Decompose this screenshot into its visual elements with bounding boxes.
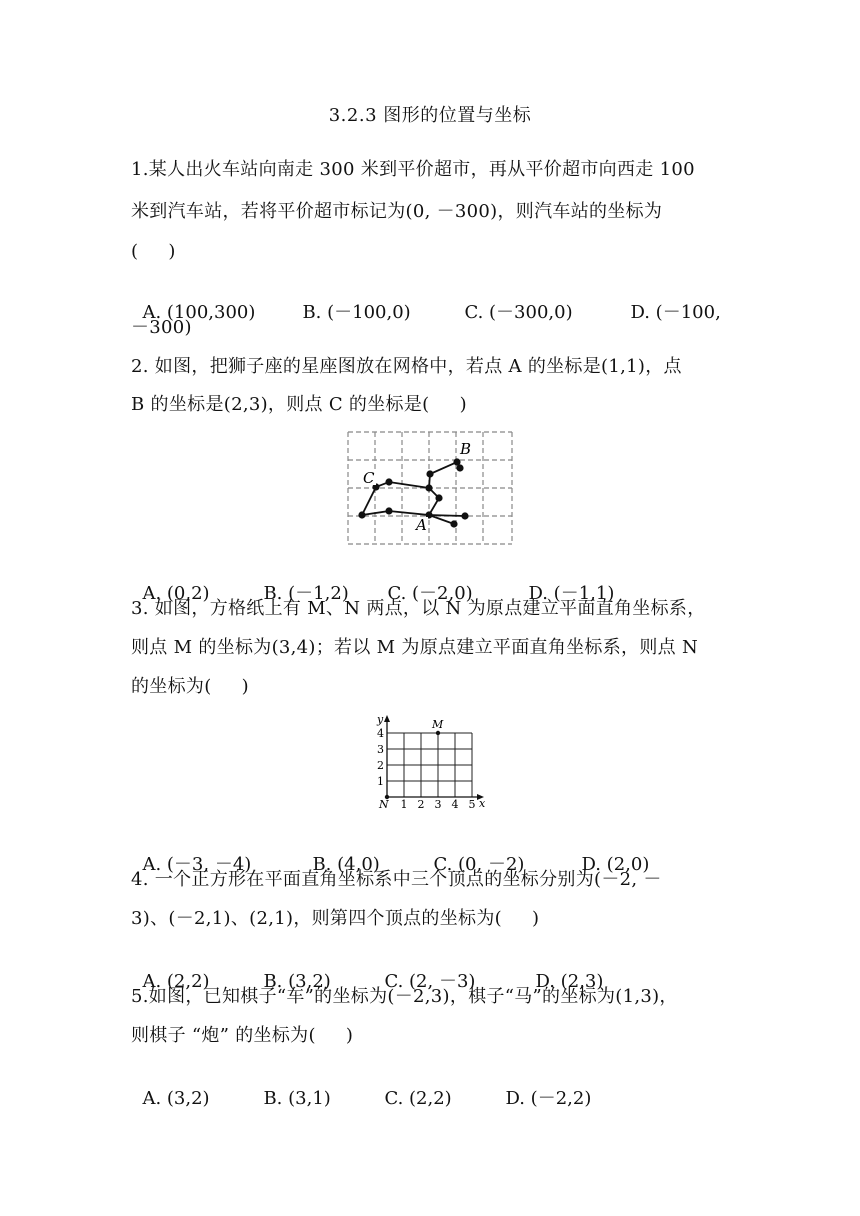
q3-line-3: 的坐标为( ) <box>131 676 249 697</box>
y-tick-4: 4 <box>377 727 384 740</box>
q2-option-c: C. (－2,0) <box>387 583 473 604</box>
q1-option-d: D. (－100, <box>630 302 721 323</box>
constellation-lines <box>362 462 465 524</box>
y-axis-label: y <box>377 713 384 726</box>
y-tick-3: 3 <box>377 743 384 756</box>
q5-option-b: B. (3,1) <box>263 1088 331 1109</box>
q1-line-1: 1.某人出火车站向南走 300 米到平价超市，再从平价超市向西走 100 <box>131 159 695 180</box>
label-c: C <box>363 469 375 487</box>
q1-option-d-continued: －300) <box>131 317 192 338</box>
q1-option-a: A. (100,300) <box>142 302 256 323</box>
x-tick-4: 4 <box>451 798 459 811</box>
q1-option-c: C. (－300,0) <box>464 302 573 323</box>
page-title: 3.2.3 图形的位置与坐标 <box>328 105 532 126</box>
q4-line-1: 4. 一个正方形在平面直角坐标系中三个顶点的坐标分别为(－2, － <box>131 869 662 890</box>
q1-options <box>131 277 721 325</box>
label-b: B <box>460 440 472 458</box>
q3-option-d: D. (2,0) <box>581 854 650 875</box>
q4-option-d: D. (2,3) <box>535 971 604 992</box>
q2-line-1: 2. 如图，把狮子座的星座图放在网格中，若点 A 的坐标是(1,1)，点 <box>131 356 682 377</box>
x-tick-3: 3 <box>434 798 442 811</box>
q3-line-1: 3. 如图，方格纸上有 M、N 两点，以 N 为原点建立平面直角坐标系， <box>131 598 706 619</box>
q4-line-2: 3)、(－2,1)、(2,1)，则第四个顶点的坐标为( ) <box>131 908 540 929</box>
point-m <box>436 731 440 735</box>
label-m: M <box>432 718 444 731</box>
q5-line-2: 则棋子 “炮” 的坐标为( ) <box>131 1025 354 1046</box>
q2-option-d: D. (－1,1) <box>528 583 615 604</box>
q5-line-1: 5.如图，已知棋子“车”的坐标为(－2,3)，棋子“马”的坐标为(1,3)， <box>131 986 678 1007</box>
x-tick-1: 1 <box>400 798 408 811</box>
y-tick-2: 2 <box>377 759 384 772</box>
y-axis-arrow <box>384 715 390 722</box>
q1-option-b: B. (－100,0) <box>302 302 411 323</box>
q2-line-2: B 的坐标是(2,3)，则点 C 的坐标是( ) <box>131 394 467 415</box>
q5-options <box>131 1063 591 1111</box>
q3-option-c: C. (0, －2) <box>433 854 525 875</box>
q2-option-a: A. (0,2) <box>142 583 210 604</box>
x-tick-2: 2 <box>417 798 425 811</box>
q4-option-a: A. (2,2) <box>142 971 210 992</box>
label-a: A <box>416 516 427 534</box>
q5-option-c: C. (2,2) <box>384 1088 452 1109</box>
label-n: N <box>379 798 389 811</box>
x-tick-5: 5 <box>468 798 476 811</box>
q5-option-d: D. (－2,2) <box>505 1088 592 1109</box>
coordinate-grid-figure <box>371 712 491 812</box>
q4-option-b: B. (3,2) <box>263 971 331 992</box>
leo-constellation-figure <box>346 430 514 548</box>
q2-option-b: B. (－1,2) <box>263 583 349 604</box>
q3-line-2: 则点 M 的坐标为(3,4)；若以 M 为原点建立平面直角坐标系，则点 N <box>131 637 698 658</box>
q1-line-3: ( ) <box>131 241 176 262</box>
y-tick-1: 1 <box>377 775 384 788</box>
q1-line-2: 米到汽车站，若将平价超市标记为(0, －300)，则汽车站的坐标为 <box>131 201 663 222</box>
q4-option-c: C. (2, －3) <box>384 971 476 992</box>
grid-lines <box>387 733 472 797</box>
q3-option-a: A. (－3, －4) <box>142 854 252 875</box>
x-axis-label: x <box>479 797 486 810</box>
q5-option-a: A. (3,2) <box>142 1088 210 1109</box>
q3-option-b: B. (4,0) <box>312 854 380 875</box>
